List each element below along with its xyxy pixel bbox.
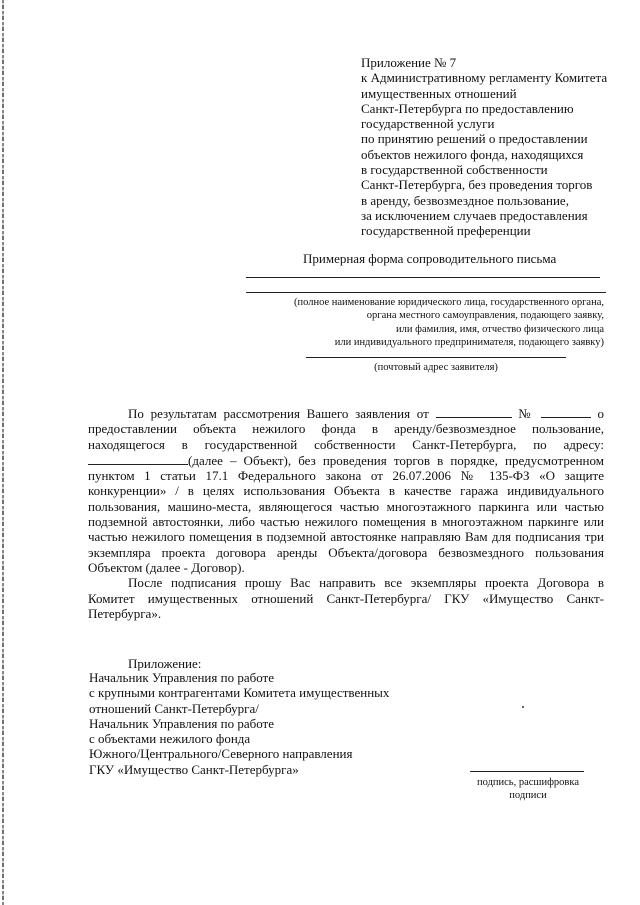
- caption-line: или фамилия, имя, отчество физического лица: [396, 323, 604, 335]
- annex-line: за исключением случаев предоставления: [361, 207, 588, 223]
- address-caption: (почтовый адрес заявителя): [374, 362, 498, 373]
- number-blank: [541, 405, 591, 418]
- form-title: Примерная форма сопроводительного письма: [303, 251, 557, 266]
- sig-caption-line: подписи: [509, 790, 547, 801]
- address-blank: [88, 452, 188, 465]
- annex-line: объектов нежилого фонда, находящихся: [361, 146, 584, 162]
- scan-edge: [2, 0, 4, 905]
- applicant-caption: [294, 296, 604, 350]
- signer-line: Начальник Управления по работе: [89, 670, 274, 685]
- caption-line: (полное наименование юридического лица, государственного органа,: [294, 297, 604, 308]
- sig-caption-line: подпись, расшифровка: [477, 777, 579, 788]
- caption-line: или индивидуального предпринимателя, подающего заявку): [334, 337, 604, 349]
- annex-line: Приложение № 7: [361, 55, 457, 70]
- annex-line: в государственной собственности: [361, 162, 548, 178]
- signer-line: с крупными контрагентами Комитета имущественных: [89, 685, 390, 701]
- annex-line: в аренду, безвозмездное пользование,: [361, 192, 569, 208]
- p1-start: По результатам рассмотрения Вашего заявления от: [128, 406, 429, 421]
- annex-line: государственной услуги: [361, 116, 495, 132]
- annex-line: Санкт-Петербурга по предоставлению: [361, 100, 574, 116]
- signer-line: Начальник Управления по работе: [89, 715, 274, 731]
- signature-caption: [452, 776, 604, 802]
- signer-line: с объектами нежилого фонда: [89, 731, 251, 747]
- p1-cont: о предоставлении объекта нежилого фонда в аренду/безвозмездное пользование, находящегося в государственной собственности Санкт-Петербурга, по адресу:: [88, 406, 605, 452]
- p1-no: №: [518, 406, 535, 421]
- signature-line: [470, 771, 584, 772]
- annex-line: по принятию решений о предоставлении: [361, 131, 588, 147]
- address-line: [306, 357, 566, 358]
- paragraph-2: После подписания прошу Вас направить все экземпляры проекта Договора в Комитет имущественных отношений Санкт-Петербурга/ ГКУ «Имущество Санкт-Петербурга».: [88, 575, 604, 621]
- attachment-label: Приложение:: [128, 656, 202, 671]
- signer-line: Южного/Центрального/Северного направления: [89, 746, 353, 762]
- signer-block: [89, 670, 409, 777]
- signer-line: отношений Санкт-Петербурга/: [89, 700, 259, 716]
- scan-speck: [522, 706, 524, 708]
- paragraph-1: [88, 405, 604, 575]
- date-blank: [436, 405, 512, 418]
- annex-line: Санкт-Петербурга, без проведения торгов: [361, 177, 593, 193]
- annex-line: к Административному регламенту Комитета: [361, 70, 608, 86]
- annex-line: имущественных отношений: [361, 85, 517, 101]
- annex-line: государственной преференции: [361, 223, 531, 239]
- signer-line: ГКУ «Имущество Санкт-Петербурга»: [89, 761, 299, 777]
- annex-header: [361, 55, 631, 239]
- applicant-line-1: [246, 277, 600, 278]
- caption-line: органа местного самоуправления, подающего заявку,: [366, 310, 604, 322]
- letter-body: [88, 405, 604, 621]
- p1-rest: (далее – Объект), без проведения торгов в порядке, предусмотренном пунктом 1 статьи 17.1 Федерального закона от 26.07.2006 № 135-ФЗ «О защите конкуренции» / в целях использования Объекта в качестве гаража индивидуального пользования, машино-места, являющегося частью многоэтажного паркинга или частью подземной автостоянки, либо частью нежилого помещения в многоэтажном паркинге или частью нежилого помещения в подземной автостоянке направляю Вам для подписания три экземпляра проекта договора аренды Объекта/договора безвозмездного пользования Объектом (далее - Договор).: [88, 452, 604, 575]
- applicant-line-2: [246, 292, 606, 293]
